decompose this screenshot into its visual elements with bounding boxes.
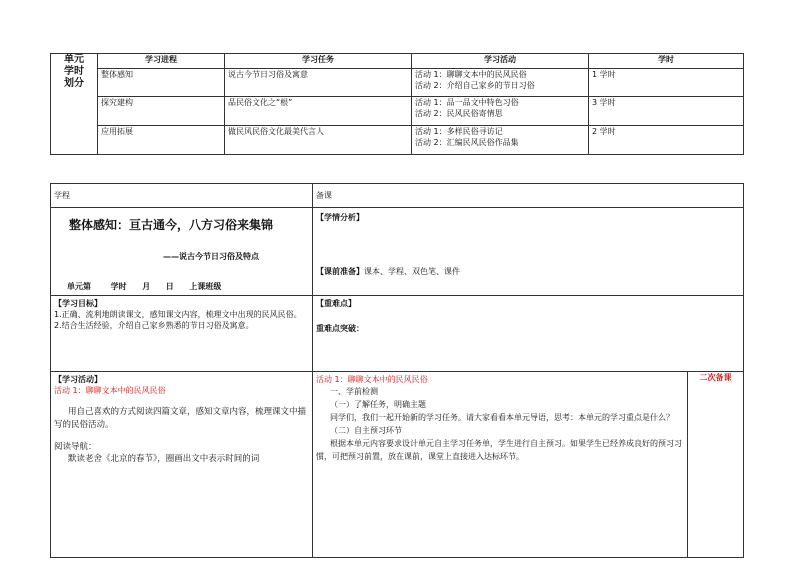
prep-label: 【课前准备】	[316, 267, 364, 276]
header-hours: 学时	[589, 54, 744, 69]
activity-line: 活动 1：品一品文中特色习俗	[415, 98, 519, 107]
header-stage: 学习进程	[98, 54, 225, 69]
guide-text: 默读老舍《北京的春节》，圈画出文中表示时间的词	[68, 454, 260, 464]
r-line: 一、学前检测	[330, 387, 378, 396]
r-line: 根据本单元内容要求设计单元自主学习任务单，学生进行自主预习。如果学生已经养成良好的预习习惯，可把预习前置，放在课前，课堂上直接进入达标环节。	[316, 439, 682, 461]
col-header-left: 学程	[51, 184, 313, 208]
meta-class: 上课班级	[189, 282, 222, 291]
lesson-plan-table	[50, 183, 744, 558]
second-prep-cell	[688, 372, 744, 558]
activity-line: 活动 2：介绍自己家乡的节日习俗	[415, 81, 535, 90]
task-cell: 品民俗文化之“根”	[225, 97, 412, 126]
activity-left-cell	[51, 372, 313, 558]
table-row	[51, 126, 744, 155]
lesson-subtitle: ——说古今节日习俗及特点	[163, 252, 259, 261]
unit-hours-table	[50, 53, 744, 155]
key-break-label: 重难点突破：	[316, 324, 364, 333]
class-meta	[67, 281, 221, 292]
activity-label: 【学习活动】	[54, 375, 102, 384]
unit-label-cell	[51, 54, 98, 155]
activity-right-cell	[313, 372, 688, 558]
activity-cell	[412, 126, 589, 155]
key-label: 【重难点】	[316, 299, 356, 308]
stage-cell: 整体感知	[98, 69, 225, 97]
goal-item: 1.正确、流利地朗读课文，感知课文内容，梳理文中出现的民风民俗。	[54, 310, 302, 319]
activity-cell	[412, 97, 589, 126]
table-row	[51, 69, 744, 97]
activity-line: 活动 2：民风民俗寄情思	[415, 109, 503, 118]
guide-label: 阅读导航：	[54, 442, 97, 452]
second-prep-label: 二次备课	[699, 373, 732, 382]
task-cell: 说古今节日习俗及寓意	[225, 69, 412, 97]
activity-cell	[412, 69, 589, 97]
goal-item: 2.结合生活经验，介绍自己家乡熟悉的节日习俗及寓意。	[54, 321, 254, 330]
header-task: 学习任务	[225, 54, 412, 69]
activity1-title: 活动 1：聊聊文本中的民风民俗	[54, 386, 166, 395]
header-activity: 学习活动	[412, 54, 589, 69]
hours-cell: 2 学时	[589, 126, 744, 155]
analysis-label: 【学情分析】	[316, 213, 364, 222]
r-line: 同学们，我们一起开始新的学习任务。请大家看看本单元导语，思考：本单元的学习重点是什么？	[330, 413, 674, 422]
meta-month: 月	[142, 282, 151, 291]
prep-line	[316, 266, 460, 277]
goals-label: 【学习目标】	[54, 299, 102, 308]
stage-cell: 探究建构	[98, 97, 225, 126]
activity-line: 活动 1：多样民俗寻访记	[415, 127, 503, 136]
unit-label-1: 单元	[64, 54, 84, 65]
hours-cell: 1 学时	[589, 69, 744, 97]
lesson-heading-cell	[51, 208, 313, 296]
unit-label-3: 划分	[64, 78, 84, 89]
activity-line: 活动 2：汇编民风民俗作品集	[415, 138, 519, 147]
meta-day: 日	[165, 282, 174, 291]
meta-period: 学时	[110, 282, 127, 291]
task-cell: 做民风民俗文化最美代言人	[225, 126, 412, 155]
analysis-cell	[313, 208, 744, 296]
activity1-body: 用自己喜欢的方式阅读四篇文章，感知文章内容，梳理课文中描写的民俗活动。	[54, 407, 307, 430]
lesson-title: 整体感知：亘古通今，八方习俗来集锦	[69, 218, 274, 232]
r-line: （一）了解任务，明确主题	[330, 400, 426, 409]
col-header-right: 备课	[313, 184, 744, 208]
unit-label-2: 学时	[64, 66, 84, 77]
hours-cell: 3 学时	[589, 97, 744, 126]
meta-unit: 单元第	[67, 282, 91, 291]
prep-text: 课本、学程、双色笔、课件	[364, 267, 460, 276]
stage-cell: 应用拓展	[98, 126, 225, 155]
right-activity-title: 活动 1：聊聊文本中的民风民俗	[316, 375, 428, 384]
r-line: （二）自主预习环节	[330, 426, 402, 435]
activity-line: 活动 1：聊聊文本中的民风民俗	[415, 70, 527, 79]
goals-cell	[51, 296, 313, 372]
key-points-cell	[313, 296, 744, 372]
table-row	[51, 97, 744, 126]
